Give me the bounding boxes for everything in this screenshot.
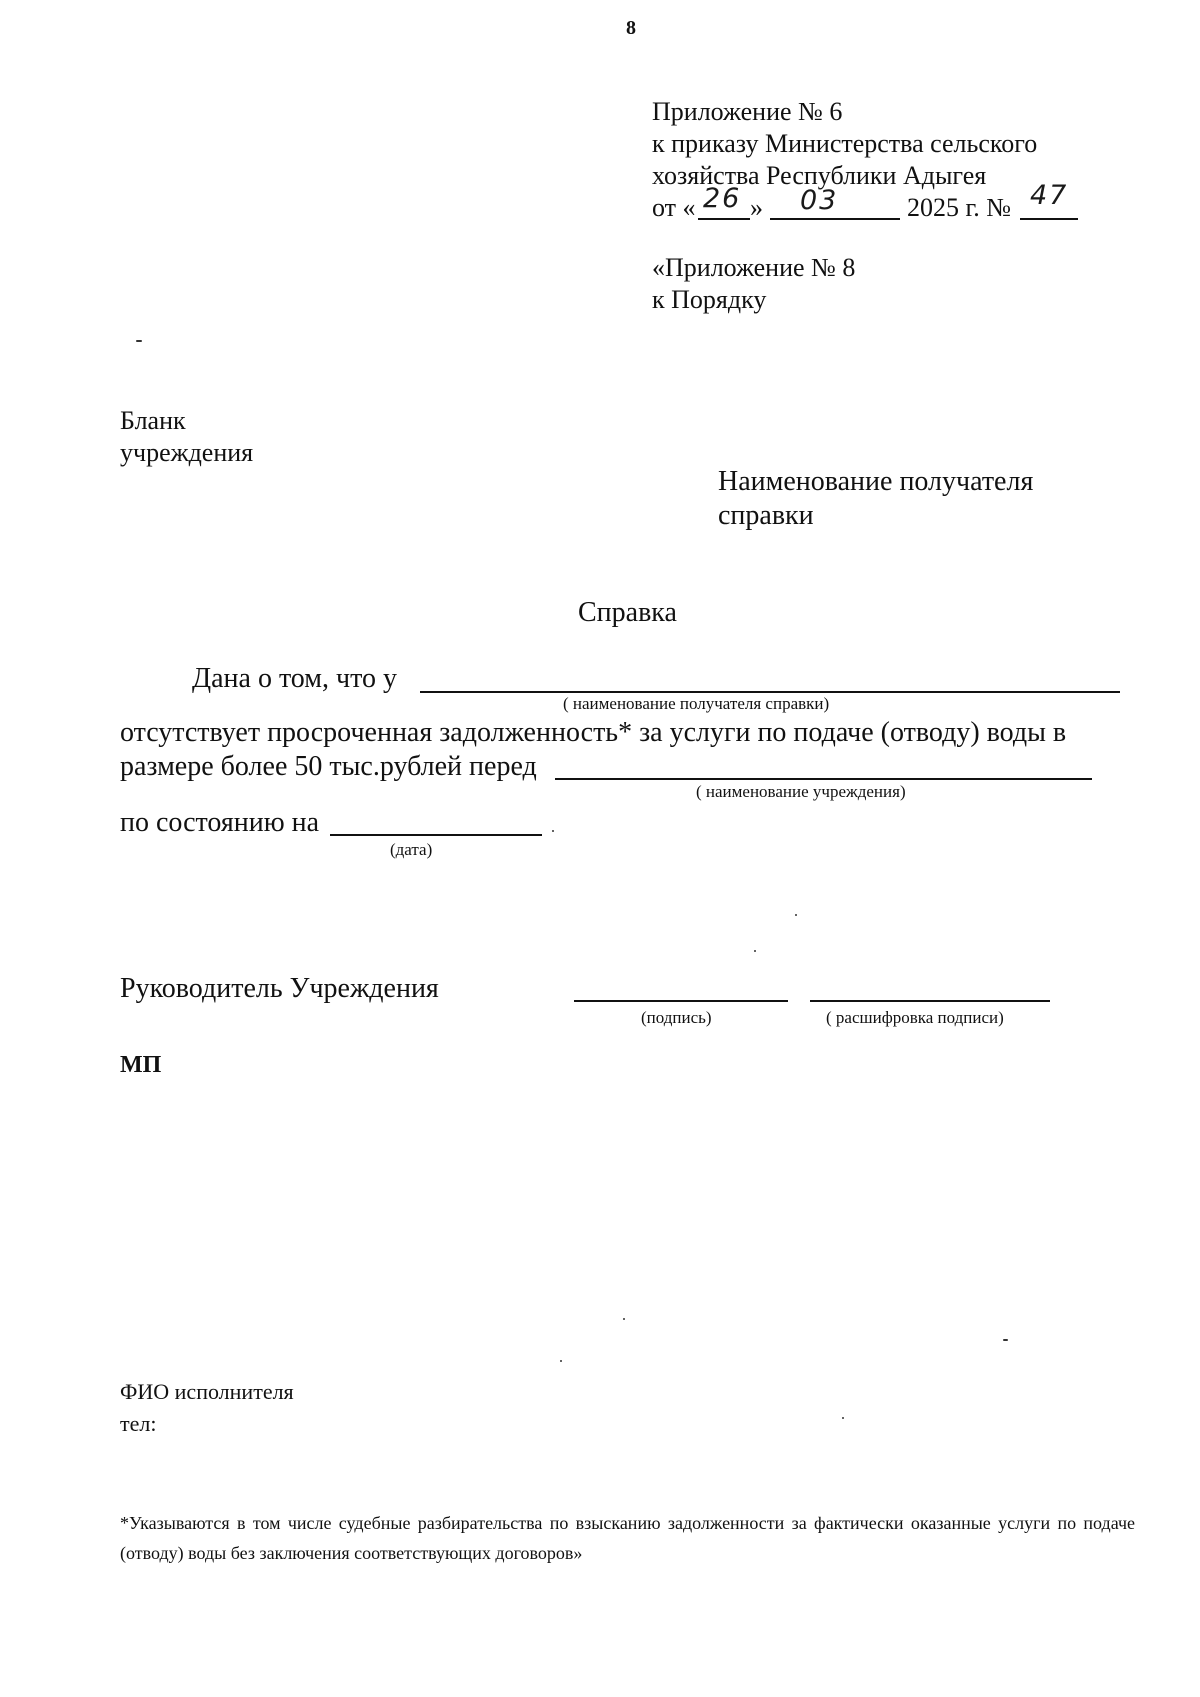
appendix-header-line3: хозяйства Республики Адыгея xyxy=(652,161,987,190)
order-date-close-quote: » xyxy=(750,193,763,222)
executor-phone-label: тел: xyxy=(120,1411,157,1436)
head-of-institution-label: Руководитель Учреждения xyxy=(120,973,439,1004)
institution-letterhead-label-line1: Бланк xyxy=(120,406,186,435)
stamp-place-label: МП xyxy=(120,1052,162,1078)
order-month-handwritten: 03 xyxy=(800,185,839,216)
debt-statement-line1: отсутствует просроченная задолженность* за услуги по подаче (отводу) воды в xyxy=(120,717,1067,748)
given-to-text: Дана о том, что у xyxy=(192,663,397,694)
order-number-handwritten: 47 xyxy=(1030,180,1069,211)
order-year-and-number-label: 2025 г. № xyxy=(907,193,1012,222)
signature-field-line[interactable] xyxy=(574,1000,788,1002)
scan-speck xyxy=(623,1318,625,1320)
appendix-8-line1: «Приложение № 8 xyxy=(652,253,856,282)
appendix-header-line1: Приложение № 6 xyxy=(652,97,843,126)
scan-speck xyxy=(842,1417,844,1419)
scan-speck xyxy=(560,1360,562,1362)
order-day-underline xyxy=(698,218,750,220)
order-day-handwritten: 26 xyxy=(703,183,742,214)
debt-statement-line2: размере более 50 тыс.рублей перед xyxy=(120,751,537,782)
scan-speck xyxy=(754,950,756,952)
document-title: Справка xyxy=(578,597,677,628)
date-field-caption: (дата) xyxy=(390,840,433,859)
scan-speck xyxy=(795,914,797,916)
as-of-date-text: по состоянию на xyxy=(120,807,320,838)
signature-field-caption: (подпись) xyxy=(641,1008,712,1027)
signature-decoding-field-line[interactable] xyxy=(810,1000,1050,1002)
recipient-name-field-caption: ( наименование получателя справки) xyxy=(563,694,830,713)
appendix-header-line2: к приказу Министерства сельского xyxy=(652,129,1038,158)
date-field-line[interactable] xyxy=(330,834,542,836)
scan-speck xyxy=(1003,1339,1008,1341)
scan-speck xyxy=(136,340,142,342)
recipient-name-label-line2: справки xyxy=(718,500,814,531)
order-date-prefix: от « xyxy=(652,193,696,222)
appendix-8-line2: к Порядку xyxy=(652,285,767,314)
recipient-name-label-line1: Наименование получателя xyxy=(718,466,1034,497)
footnote: *Указываются в том числе судебные разбирательства по взысканию задолженности за фактически оказанные услуги по подаче (отводу) воды без заключения соответствующих договоров» xyxy=(120,1513,1135,1563)
executor-name-label: ФИО исполнителя xyxy=(120,1379,294,1404)
order-month-underline xyxy=(770,218,900,220)
page-number: 8 xyxy=(626,17,636,39)
order-number-underline xyxy=(1020,218,1078,220)
signature-decoding-field-caption: ( расшифровка подписи) xyxy=(826,1008,1004,1027)
institution-name-field-caption: ( наименование учреждения) xyxy=(696,782,906,801)
scan-speck xyxy=(552,830,554,832)
institution-letterhead-label-line2: учреждения xyxy=(120,438,254,467)
institution-name-field-line[interactable] xyxy=(555,778,1092,780)
recipient-name-field-line[interactable] xyxy=(420,691,1120,693)
